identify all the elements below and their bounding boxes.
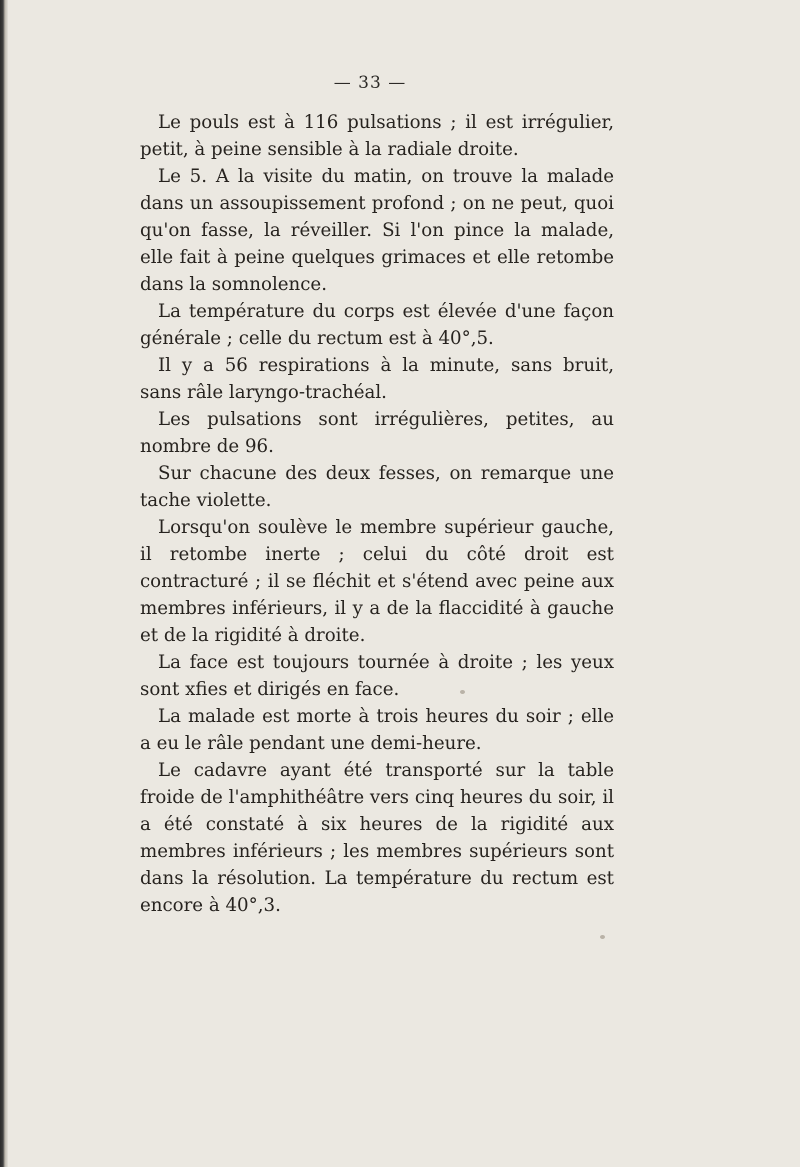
body-text (140, 109, 614, 919)
paragraph: Le cadavre ayant été transporté sur la table froide de l'amphithéâtre vers cinq heures du soir, il a été constaté à six heures de la rigidité aux membres inférieurs ; les membres supérieurs sont dans la résolution. La température du rectum est encore à 40°,3. (140, 760, 614, 916)
paragraph: Le pouls est à 116 pulsations ; il est irrégulier, petit, à peine sensible à la radiale droite. (140, 112, 614, 160)
paragraph: La température du corps est élevée d'une façon générale ; celle du rectum est à 40°,5. (140, 301, 614, 349)
paragraph: Il y a 56 respirations à la minute, sans bruit, sans râle laryngo-trachéal. (140, 355, 614, 403)
paragraph: La face est toujours tournée à droite ; les yeux sont xfies et dirigés en face. (140, 652, 614, 700)
paragraph: Sur chacune des deux fesses, on remarque une tache violette. (140, 463, 614, 511)
page-number: — 33 — (333, 73, 407, 93)
paper-speck (600, 935, 605, 939)
paragraph: Les pulsations sont irrégulières, petites, au nombre de 96. (140, 409, 614, 457)
paragraph: Lorsqu'on soulève le membre supérieur gauche, il retombe inerte ; celui du côté droit est contracturé ; il se fléchit et s'étend avec peine aux membres inférieurs, il y a de la flaccidité à gauche et de la rigidité à droite. (140, 517, 614, 646)
paragraph: La malade est morte à trois heures du soir ; elle a eu le râle pendant une demi-heure. (140, 706, 614, 754)
paragraph: Le 5. A la visite du matin, on trouve la malade dans un assoupissement profond ; on ne peut, quoi qu'on fasse, la réveiller. Si l'on pince la malade, elle fait à peine quelques grimaces et elle retombe dans la somnolence. (140, 166, 614, 295)
paper-speck (460, 690, 465, 694)
binding-edge (0, 0, 8, 1167)
